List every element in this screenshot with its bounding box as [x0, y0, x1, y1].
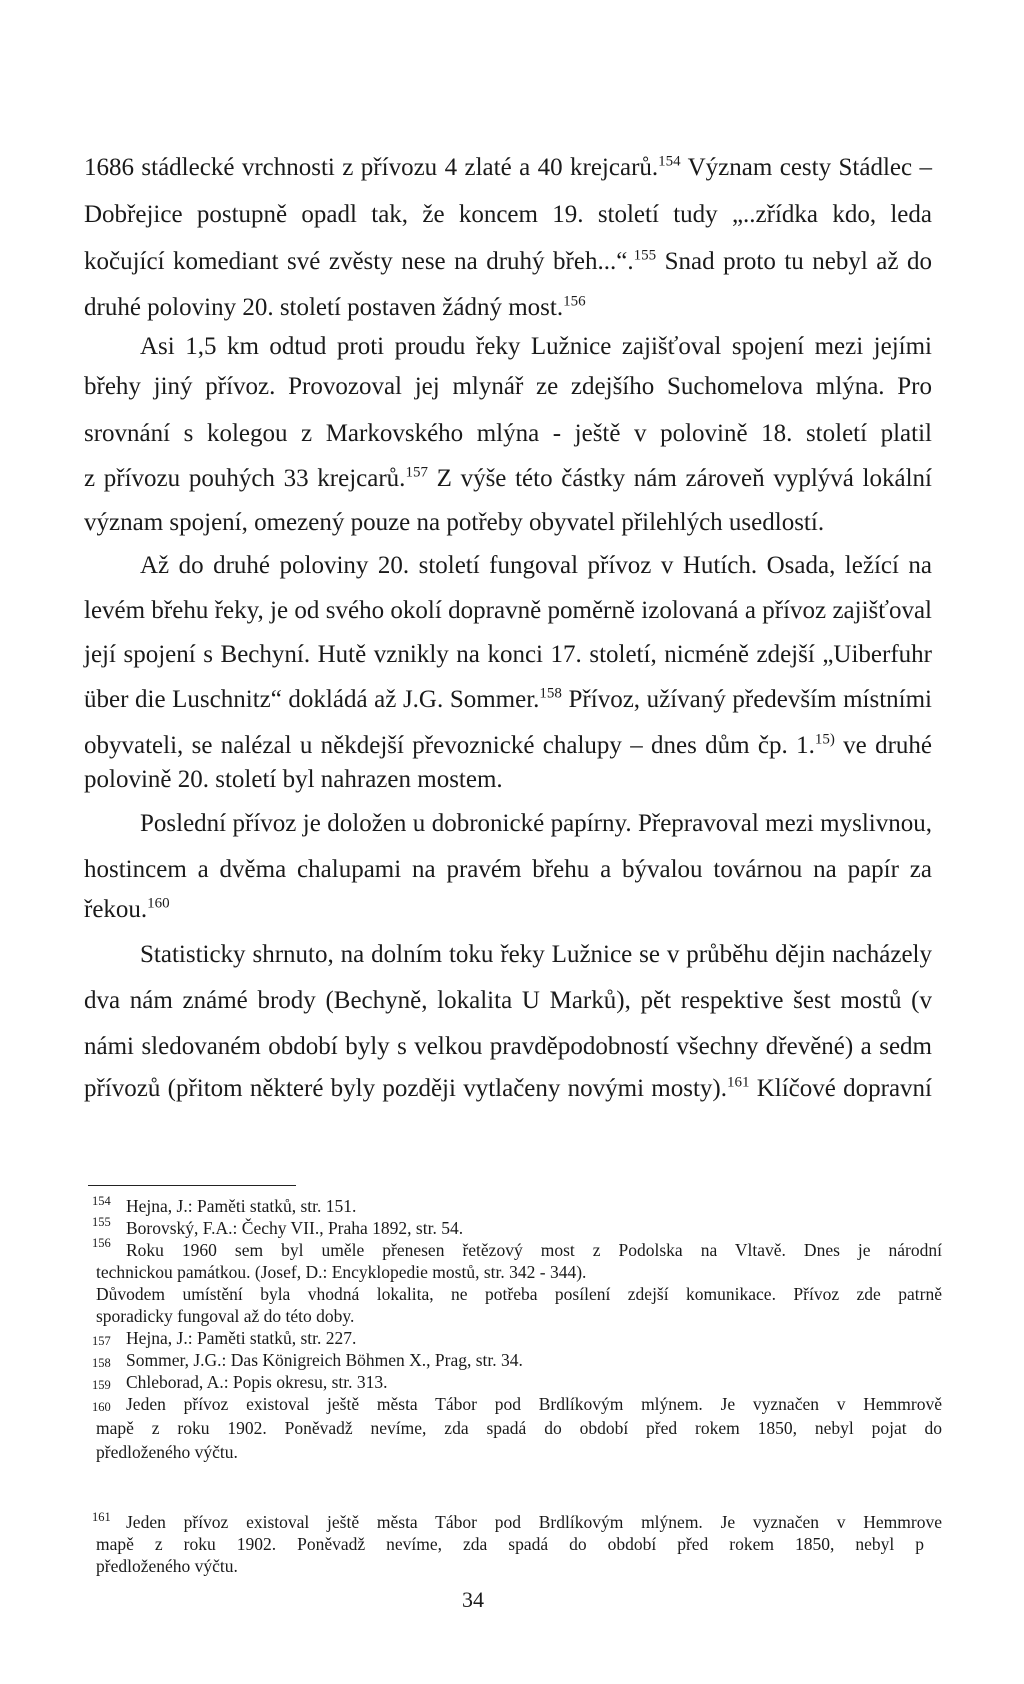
footnote-line: Jeden přívoz existoval ještě města Tábor pod Brdlíkovým mlýnem. Je vyznačen v Hemmrově [126, 1394, 942, 1414]
body-line: Poslední přívoz je doložen u dobronické papírny. Přepravoval mezi myslivnou, [140, 810, 932, 837]
body-line: kočující komediant své zvěsty nese na druhý břeh...“.$^{155}$ Snad proto tu nebyl až do [84, 247, 932, 275]
footnote-line: Jeden přívoz existoval ještě města Tábor pod Brdlíkovým mlýnem. Je vyznačen v Hemmrove [126, 1512, 942, 1532]
body-line: řekou.$^{160}$ [84, 895, 170, 923]
body-line: 1686 stádlecké vrchnosti z přívozu 4 zlaté a 40 krejcarů.$^{154}$ Význam cesty Stádlec – [84, 153, 933, 181]
footnote-ref: 161 [726, 1074, 750, 1091]
footnote-ref: 160 [147, 895, 170, 912]
body-line: břehy jiný přívoz. Provozoval jej mlynář ze zdejšího Suchomelova mlýna. Pro [84, 373, 932, 400]
footnote-number: 157 [92, 1334, 111, 1348]
body-line: levém břehu řeky, je od svého okolí dopravně poměrně izolovaná a přívoz zajišťoval [84, 597, 932, 624]
footnote-ref: 154 [658, 153, 681, 170]
footnote-ref: 156 [563, 293, 586, 310]
footnote-line: mapě z roku 1902. Poněvadž nevíme, zda spadá do období před rokem 1850, nebyl pojat do [96, 1418, 942, 1438]
footnote-line: Borovský, F.A.: Čechy VII., Praha 1892, str. 54. [126, 1218, 464, 1238]
footnote-number: 159 [92, 1378, 111, 1392]
footnote-line: Sommer, J.G.: Das Königreich Böhmen X., Prag, str. 34. [126, 1350, 523, 1370]
footnote-line: Chleborad, A.: Popis okresu, str. 313. [126, 1372, 388, 1392]
body-line: hostincem a dvěma chalupami na pravém břehu a bývalou továrnou na papír za [84, 856, 932, 883]
footnote-line: předloženého výčtu. [96, 1442, 238, 1462]
footnote-line: Důvodem umístění byla vhodná lokalita, ne potřeba posílení zdejší komunikace. Přívoz zde patrně [96, 1284, 942, 1304]
footnote-number: 156 [92, 1236, 111, 1250]
body-line: Statisticky shrnuto, na dolním toku řeky Lužnice se v průběhu dějin nacházely [140, 941, 932, 968]
body-line: polovině 20. století byl nahrazen mostem. [84, 766, 503, 793]
footnote-line: mapě z roku 1902. Poněvadž nevíme, zda spadá do období před rokem 1850, nebyl p [96, 1534, 924, 1554]
footnote-number: 160 [92, 1400, 111, 1414]
footnote-separator [88, 1185, 296, 1186]
body-line: über die Luschnitz“ dokládá až J.G. Sommer.$^{158}$ Přívoz, užívaný především místními [84, 685, 932, 713]
footnote-line: Hejna, J.: Paměti statků, str. 151. [126, 1196, 357, 1216]
body-line: význam spojení, omezený pouze na potřeby obyvatel přilehlých usedlostí. [84, 509, 825, 536]
footnote-ref: 157 [405, 464, 428, 481]
footnote-number: 154 [92, 1194, 111, 1208]
footnote-number: 161 [92, 1510, 111, 1524]
footnote-number: 155 [92, 1215, 111, 1229]
body-line: Asi 1,5 km odtud proti proudu řeky Lužnice zajišťoval spojení mezi jejími [140, 333, 932, 360]
body-line: druhé poloviny 20. století postaven žádný most.$^{156}$ [84, 293, 586, 321]
body-line: její spojení s Bechyní. Hutě vznikly na konci 17. století, nicméně zdejší „Uiberfuhr [84, 641, 932, 668]
body-line: obyvateli, se nalézal u někdejší převoznické chalupy – dnes dům čp. 1.$^{15)}$ ve druhé [84, 731, 932, 759]
footnote-ref: 155 [633, 247, 657, 264]
footnote-line: předloženého výčtu. [96, 1556, 238, 1576]
body-line: námi sledovaném období byly s velkou pravděpodobností všechny dřevěné) a sedm [84, 1033, 932, 1060]
footnote-ref: 158 [539, 685, 562, 702]
footnote-line: technickou památkou. (Josef, D.: Encyklopedie mostů, str. 342 - 344). [96, 1262, 587, 1282]
footnote-line: Hejna, J.: Paměti statků, str. 227. [126, 1328, 357, 1348]
footnote-ref: 15) [814, 731, 835, 748]
body-line: srovnání s kolegou z Markovského mlýna - ještě v polovině 18. století platil [84, 420, 932, 447]
footnote-line: Roku 1960 sem byl uměle přenesen řetězový most z Podolska na Vltavě. Dnes je národní [126, 1240, 942, 1260]
page-number: 34 [462, 1587, 484, 1612]
footnote-line: sporadicky fungoval až do této doby. [96, 1306, 355, 1326]
body-line: dva nám známé brody (Bechyně, lokalita U Marků), pět respektive šest mostů (v [84, 987, 932, 1014]
footnote-number: 158 [92, 1356, 111, 1370]
body-line: Až do druhé poloviny 20. století fungoval přívoz v Hutích. Osada, ležící na [140, 552, 932, 579]
body-line: přívozů (přitom některé byly později vytlačeny novými mosty).$^{161}$ Klíčové dopravní [84, 1074, 932, 1102]
body-line: z přívozu pouhých 33 krejcarů.$^{157}$ Z výše této částky nám zároveň vyplývá lokální [84, 464, 932, 492]
body-line: Dobřejice postupně opadl tak, že koncem 19. století tudy „..zřídka kdo, leda [84, 201, 932, 228]
